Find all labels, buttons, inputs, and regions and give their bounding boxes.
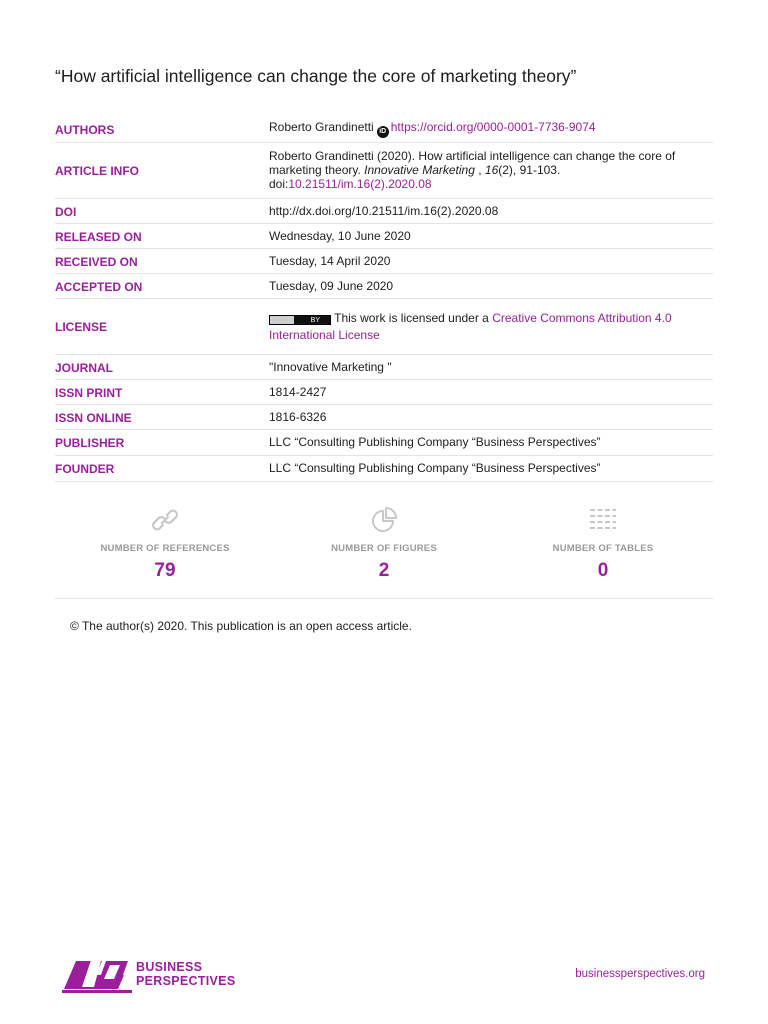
issn-print-label: ISSN PRINT (55, 379, 269, 404)
authors-value (269, 116, 713, 142)
references-count: 79 (154, 560, 176, 581)
founder-label: FOUNDER (55, 455, 269, 481)
license-value (269, 298, 713, 354)
released-on-label: RELEASED ON (55, 223, 269, 248)
table-icon (588, 505, 618, 535)
authors-label: AUTHORS (55, 116, 269, 142)
row-founder (55, 455, 713, 481)
orcid-link[interactable]: https://orcid.org/0000-0001-7736-9074 (390, 119, 596, 134)
row-publisher (55, 429, 713, 455)
citation-text: Roberto Grandinetti (2020). How artificial intelligence can change the core of marketing theory. (269, 149, 676, 177)
link-icon (150, 505, 180, 535)
article-info-label: ARTICLE INFO (55, 142, 269, 198)
logo-line-2: PERSPECTIVES (136, 974, 236, 988)
row-released-on (55, 223, 713, 248)
doi-value: http://dx.doi.org/10.21511/im.16(2).2020.08 (269, 198, 713, 223)
row-journal (55, 354, 713, 379)
figures-count: 2 (378, 560, 390, 581)
issn-online-label: ISSN ONLINE (55, 404, 269, 429)
pie-chart-icon (369, 505, 399, 535)
tables-label: NUMBER OF TABLES (552, 543, 654, 554)
stat-tables (503, 505, 703, 582)
row-issn-online (55, 404, 713, 429)
citation-journal: Innovative Marketing (364, 163, 475, 177)
row-article-info (55, 142, 713, 198)
article-metadata-table (55, 116, 713, 482)
doi-label: DOI (55, 198, 269, 223)
released-on-value: Wednesday, 10 June 2020 (269, 223, 713, 248)
author-name: Roberto Grandinetti (269, 119, 374, 134)
citation-volume: 16 (484, 163, 499, 177)
citation-sep: , (474, 163, 485, 177)
accepted-on-value: Tuesday, 09 June 2020 (269, 273, 713, 298)
citation-pages: (2), 91-103. (498, 163, 561, 177)
issn-online-value: 1816-6326 (269, 404, 713, 429)
logo-wordmark (136, 960, 235, 988)
received-on-label: RECEIVED ON (55, 248, 269, 273)
row-received-on (55, 248, 713, 273)
article-stats (55, 505, 713, 599)
received-on-value: Tuesday, 14 April 2020 (269, 248, 713, 273)
journal-value: "Innovative Marketing " (269, 354, 713, 379)
journal-label: JOURNAL (55, 354, 269, 379)
article-info-value (269, 142, 713, 198)
cc-by-badge-icon[interactable]: BY (269, 315, 331, 325)
row-issn-print (55, 379, 713, 404)
orcid-icon[interactable]: iD (377, 126, 389, 138)
accepted-on-label: ACCEPTED ON (55, 273, 269, 298)
publisher-label: PUBLISHER (55, 429, 269, 455)
references-label: NUMBER OF REFERENCES (100, 543, 230, 554)
tables-count: 0 (597, 560, 609, 581)
row-authors (55, 116, 713, 142)
stat-references (65, 505, 265, 582)
row-license (55, 298, 713, 354)
row-doi (55, 198, 713, 223)
doi-prefix: doi: (269, 177, 289, 191)
citation-doi-link[interactable]: 10.21511/im.16(2).2020.08 (288, 177, 432, 191)
license-text: This work is licensed under a (334, 310, 493, 325)
row-accepted-on (55, 273, 713, 298)
document-title: “How artificial intelligence can change the core of marketing theory” (55, 66, 577, 86)
license-link[interactable]: Creative Commons Attribution 4.0 International License (269, 310, 672, 342)
publisher-value: LLC “Consulting Publishing Company “Business Perspectives” (269, 429, 713, 455)
issn-print-value: 1814-2427 (269, 379, 713, 404)
license-label: LICENSE (55, 298, 269, 354)
copyright-notice: © The author(s) 2020. This publication is an open access article. (70, 619, 412, 633)
logo-line-1: BUSINESS (136, 960, 203, 974)
footer-website-link[interactable]: businessperspectives.org (575, 968, 705, 980)
figures-label: NUMBER OF FIGURES (331, 543, 437, 554)
stat-figures (284, 505, 484, 582)
founder-value: LLC “Consulting Publishing Company “Business Perspectives” (269, 455, 713, 481)
